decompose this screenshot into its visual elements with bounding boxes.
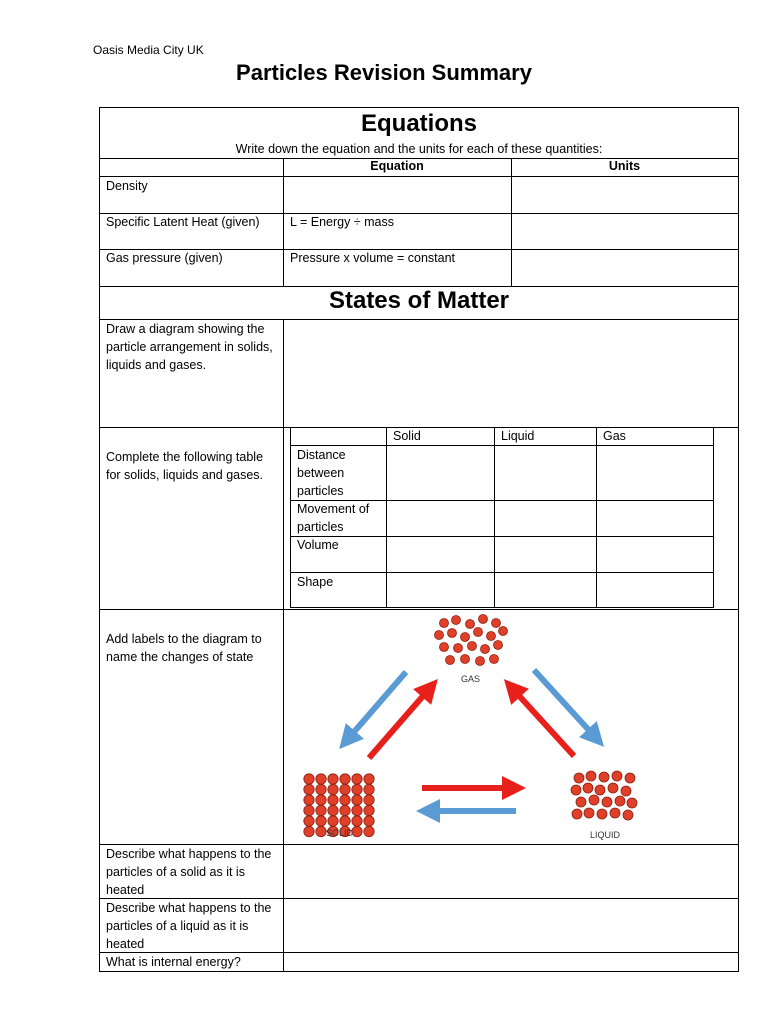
gas-label: GAS: [461, 674, 481, 684]
latent-heat-equation: L = Energy ÷ mass: [290, 215, 395, 229]
solid-particle: [364, 805, 374, 815]
solid-particle: [352, 816, 362, 826]
solid-particle: [364, 784, 374, 794]
solid-particle: [364, 816, 374, 826]
solid-particle: [364, 795, 374, 805]
solid-particle: [316, 826, 326, 836]
solid-heated-prompt: Describe what happens to the particles of a solid as it is heated: [106, 847, 272, 897]
liquid-heated-answer[interactable]: [284, 899, 738, 952]
solid-heated-answer[interactable]: [284, 845, 738, 898]
liquid-label: LIQUID: [590, 830, 621, 840]
solid-particle: [304, 805, 314, 815]
solid-particle: [364, 774, 374, 784]
gas-pressure-label: Gas pressure (given): [106, 251, 223, 265]
draw-diagram-prompt: Draw a diagram showing the particle arrangement in solids, liquids and gases.: [106, 322, 273, 372]
col-liquid: Liquid: [501, 429, 535, 443]
changes-of-state-diagram: [284, 610, 738, 844]
solid-particle: [352, 795, 362, 805]
add-labels-prompt: Add labels to the diagram to name the changes of state: [106, 632, 262, 664]
latent-heat-label: Specific Latent Heat (given): [106, 215, 260, 229]
solid-particle: [340, 784, 350, 794]
solid-particle: [340, 774, 350, 784]
density-label: Density: [106, 179, 148, 193]
gas-to-liquid-arrow: [534, 670, 596, 738]
solid-particle: [340, 795, 350, 805]
solid-particle: [316, 774, 326, 784]
solid-particle: [316, 805, 326, 815]
draw-diagram-area[interactable]: [284, 320, 738, 427]
solid-particle: [328, 784, 338, 794]
states-heading: States of Matter: [328, 287, 510, 314]
solid-particle: [352, 826, 362, 836]
solid-particle: [316, 795, 326, 805]
equation-column-header: Equation: [370, 159, 424, 173]
solid-particle: [328, 795, 338, 805]
solid-particle: [364, 826, 374, 836]
solid-particle: [328, 774, 338, 784]
solid-particle: [304, 795, 314, 805]
school-name: Oasis Media City UK: [93, 43, 204, 57]
solid-particle: [316, 816, 326, 826]
solid-particle: [328, 805, 338, 815]
units-column-header: Units: [608, 159, 641, 173]
solid-particle: [304, 816, 314, 826]
solid-particle: [328, 816, 338, 826]
solid-particle: [352, 784, 362, 794]
row-movement: Movement of particles: [297, 502, 370, 534]
equations-instruction: Write down the equation and the units for each of these quantities:: [235, 142, 603, 156]
liquid-heated-prompt: Describe what happens to the particles of a liquid as it is heated: [106, 901, 272, 951]
solid-particle: [352, 774, 362, 784]
complete-table-prompt: Complete the following table for solids, liquids and gases.: [106, 450, 264, 482]
row-volume: Volume: [297, 538, 339, 552]
gas-pressure-equation: Pressure x volume = constant: [290, 251, 456, 265]
page-title: Particles Revision Summary: [236, 60, 532, 85]
solid-particle: [304, 784, 314, 794]
liquid-particles: [571, 771, 637, 820]
internal-energy-answer[interactable]: [284, 953, 738, 971]
col-gas: Gas: [603, 429, 626, 443]
melting-to-gas-arrow: [369, 688, 430, 758]
solid-particle: [304, 826, 314, 836]
solid-particle: [340, 816, 350, 826]
gas-particles: [435, 615, 508, 666]
solid-particle: [304, 774, 314, 784]
row-distance: Distance between particles: [297, 448, 346, 498]
solid-particle: [316, 784, 326, 794]
solid-particle: [352, 805, 362, 815]
row-shape: Shape: [297, 575, 334, 589]
col-solid: Solid: [393, 429, 421, 443]
solid-particle: [340, 805, 350, 815]
internal-energy-prompt: What is internal energy?: [106, 955, 241, 969]
solid-label: SOLID: [326, 828, 354, 838]
equations-heading: Equations: [360, 110, 477, 137]
liquid-to-gas-arrow: [512, 688, 574, 756]
